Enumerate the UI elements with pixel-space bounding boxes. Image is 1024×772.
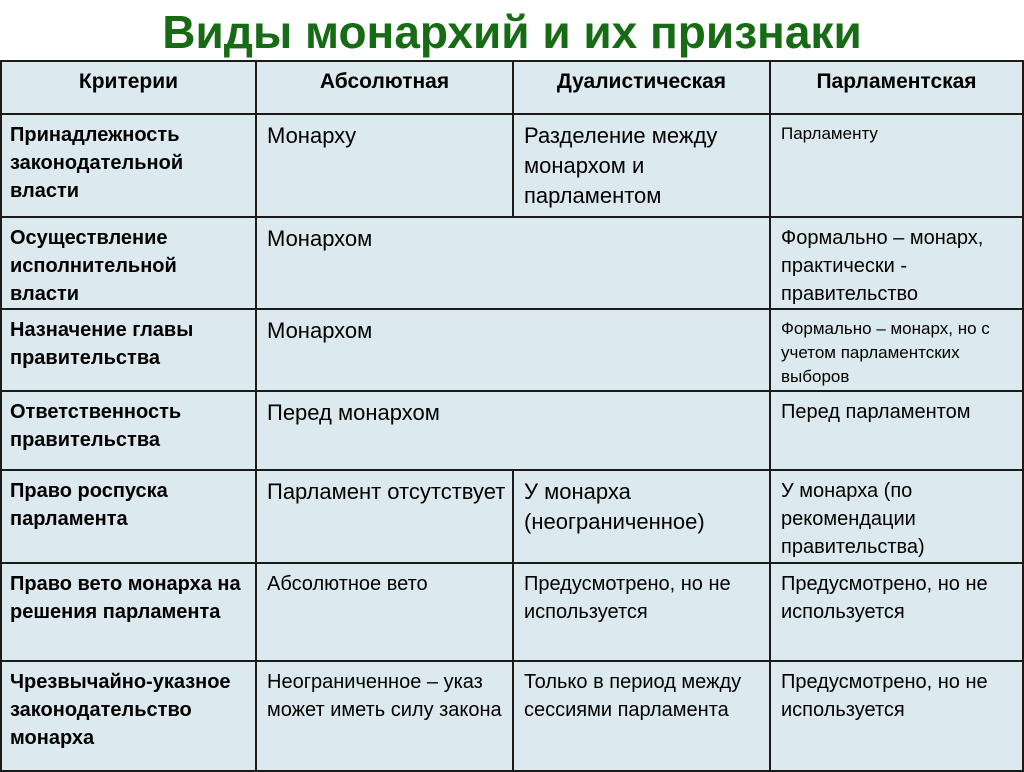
criterion-cell: Право роспуска парламента [1, 470, 256, 563]
dualistic-cell: Предусмотрено, но не используется [513, 563, 770, 661]
dualistic-cell: Разделение между монархом и парламентом [513, 114, 770, 217]
absolute-cell: Монарху [256, 114, 513, 217]
criterion-cell: Право вето монарха на решения парламента [1, 563, 256, 661]
parliamentary-cell: Парламенту [770, 114, 1023, 217]
header-criteria: Критерии [1, 61, 256, 114]
parliamentary-cell: Предусмотрено, но не используется [770, 661, 1023, 771]
table-row [1, 470, 1023, 563]
table-row [1, 391, 1023, 470]
monarchy-table [0, 60, 1024, 772]
header-dualistic: Дуалистическая [513, 61, 770, 114]
absolute-cell: Абсолютное вето [256, 563, 513, 661]
page-title: Виды монархий и их признаки [162, 6, 862, 58]
parliamentary-cell: Перед парламентом [770, 391, 1023, 470]
absolute-cell: Неограниченное – указ может иметь силу закона [256, 661, 513, 771]
criterion-cell: Назначение главы правительства [1, 309, 256, 391]
criterion-cell: Осуществление исполнительной власти [1, 217, 256, 309]
dualistic-cell: У монарха (неограниченное) [513, 470, 770, 563]
absolute-dualistic-cell: Перед монархом [256, 391, 770, 470]
absolute-dualistic-cell: Монархом [256, 217, 770, 309]
header-parliamentary: Парламентская [770, 61, 1023, 114]
table-row [1, 661, 1023, 771]
criterion-cell: Ответственность правительства [1, 391, 256, 470]
header-row [1, 61, 1023, 114]
parliamentary-cell: Предусмотрено, но не используется [770, 563, 1023, 661]
criterion-cell: Принадлежность законодательной власти [1, 114, 256, 217]
table-row [1, 114, 1023, 217]
table-row [1, 217, 1023, 309]
absolute-dualistic-cell: Монархом [256, 309, 770, 391]
dualistic-cell: Только в период между сессиями парламента [513, 661, 770, 771]
absolute-cell: Парламент отсутствует [256, 470, 513, 563]
table-row [1, 563, 1023, 661]
parliamentary-cell: У монарха (по рекомендации правительства) [770, 470, 1023, 563]
parliamentary-cell: Формально – монарх, практически - правительство [770, 217, 1023, 309]
criterion-cell: Чрезвычайно-указное законодательство монарха [1, 661, 256, 771]
table-row [1, 309, 1023, 391]
parliamentary-cell: Формально – монарх, но с учетом парламентских выборов [770, 309, 1023, 391]
header-absolute: Абсолютная [256, 61, 513, 114]
